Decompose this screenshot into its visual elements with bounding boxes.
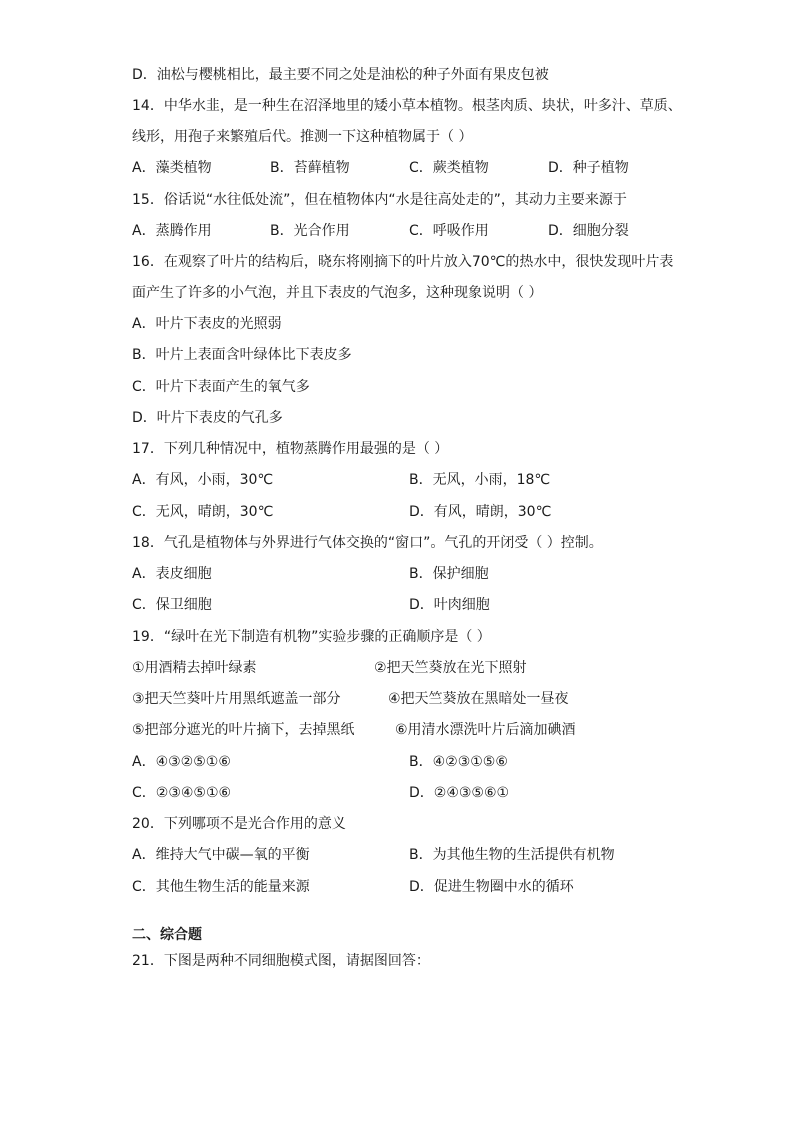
q19-option-a: A．④③②⑤①⑥ bbox=[132, 754, 231, 770]
q19-step-1: ①用酒精去掉叶绿素 bbox=[132, 660, 257, 676]
q16-option-a: A．叶片下表皮的光照弱 bbox=[132, 316, 282, 332]
q19-step-2: ②把天竺葵放在光下照射 bbox=[374, 660, 527, 676]
q14-option-b: B．苔藓植物 bbox=[270, 160, 350, 176]
q20-option-c: C．其他生物生活的能量来源 bbox=[132, 879, 310, 895]
q19-option-d: D．②④③⑤⑥① bbox=[409, 785, 510, 801]
q17-option-c: C．无风，晴朗，30℃ bbox=[132, 504, 274, 520]
q14-stem-line2: 线形，用孢子来繁殖后代。推测一下这种植物属于（ ） bbox=[132, 129, 473, 145]
q14-stem-line1: 14．中华水韭，是一种生在沼泽地里的矮小草本植物。根茎肉质、块状，叶多汁、草质、 bbox=[132, 98, 682, 114]
q17-stem: 17．下列几种情况中，植物蒸腾作用最强的是（ ） bbox=[132, 441, 449, 457]
q14-option-d: D．种子植物 bbox=[548, 160, 629, 176]
q19-step-6: ⑥用清水漂洗叶片后滴加碘酒 bbox=[395, 722, 576, 738]
q19-stem: 19．“绿叶在光下制造有机物”实验步骤的正确顺序是（ ） bbox=[132, 629, 491, 645]
q19-option-b: B．④②③①⑤⑥ bbox=[409, 754, 508, 770]
q18-stem: 18．气孔是植物体与外界进行气体交换的“窗口”。气孔的开闭受（ ）控制。 bbox=[132, 535, 603, 551]
q15-option-a: A．蒸腾作用 bbox=[132, 223, 212, 239]
section-heading: 二、综合题 bbox=[132, 927, 202, 943]
q20-stem: 20．下列哪项不是光合作用的意义 bbox=[132, 816, 346, 832]
q18-option-c: C．保卫细胞 bbox=[132, 597, 212, 613]
q20-option-d: D．促进生物圈中水的循环 bbox=[409, 879, 574, 895]
q19-step-3: ③把天竺葵叶片用黑纸遮盖一部分 bbox=[132, 691, 341, 707]
q15-option-b: B．光合作用 bbox=[270, 223, 350, 239]
q14-option-a: A．藻类植物 bbox=[132, 160, 212, 176]
q16-stem-line1: 16．在观察了叶片的结构后，晓东将刚摘下的叶片放入70℃的热水中，很快发现叶片表 bbox=[132, 254, 674, 270]
q15-stem: 15．俗话说“水往低处流”，但在植物体内“水是往高处走的”，其动力主要来源于 bbox=[132, 192, 627, 208]
q19-step-4: ④把天竺葵放在黑暗处一昼夜 bbox=[388, 691, 569, 707]
q20-option-b: B．为其他生物的生活提供有机物 bbox=[409, 847, 615, 863]
q19-option-c: C．②③④⑤①⑥ bbox=[132, 785, 232, 801]
q13-option-d: D．油松与樱桃相比，最主要不同之处是油松的种子外面有果皮包被 bbox=[132, 67, 549, 83]
q16-option-d: D．叶片下表皮的气孔多 bbox=[132, 410, 283, 426]
q14-option-c: C．蕨类植物 bbox=[409, 160, 489, 176]
q16-option-b: B．叶片上表面含叶绿体比下表皮多 bbox=[132, 347, 352, 363]
q16-option-c: C．叶片下表面产生的氧气多 bbox=[132, 379, 310, 395]
q21-stem: 21．下图是两种不同细胞模式图，请据图回答： bbox=[132, 953, 430, 969]
q15-option-c: C．呼吸作用 bbox=[409, 223, 489, 239]
q20-option-a: A．维持大气中碳—氧的平衡 bbox=[132, 847, 310, 863]
q17-option-d: D．有风，晴朗，30℃ bbox=[409, 504, 552, 520]
q18-option-a: A．表皮细胞 bbox=[132, 566, 212, 582]
q19-step-5: ⑤把部分遮光的叶片摘下，去掉黑纸 bbox=[132, 722, 355, 738]
q16-stem-line2: 面产生了许多的小气泡，并且下表皮的气泡多，这种现象说明（ ） bbox=[132, 285, 543, 301]
q17-option-b: B．无风，小雨，18℃ bbox=[409, 472, 551, 488]
q17-option-a: A．有风，小雨，30℃ bbox=[132, 472, 274, 488]
q18-option-b: B．保护细胞 bbox=[409, 566, 489, 582]
q15-option-d: D．细胞分裂 bbox=[548, 223, 629, 239]
q18-option-d: D．叶肉细胞 bbox=[409, 597, 490, 613]
